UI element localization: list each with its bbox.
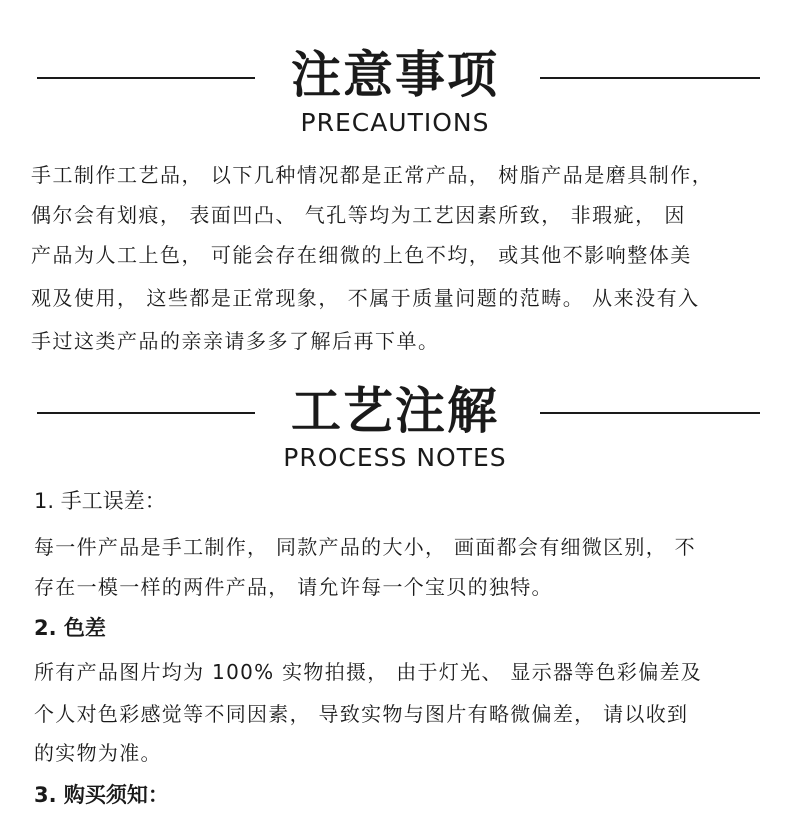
section-title: 注意事项 — [291, 46, 499, 104]
section-subtitle: PRECAUTIONS — [300, 108, 490, 137]
note-body-line: 存在一模一样的两件产品， 请允许每一个宝贝的独特。 — [34, 575, 553, 599]
paragraph-line: 偶尔会有划痕， 表面凹凸、 气孔等均为工艺因素所致， 非瑕疵， 因 — [31, 203, 686, 227]
note-body-line: 所有产品图片均为 100% 实物拍摄， 由于灯光、 显示器等色彩偏差及 — [34, 660, 703, 684]
note-heading: 1. 手工误差： — [34, 489, 166, 513]
note-body-line: 个人对色彩感觉等不同因素， 导致实物与图片有略微偏差， 请以收到 — [34, 702, 689, 726]
paragraph-line: 手过这类产品的亲亲请多多了解后再下单。 — [31, 329, 440, 353]
section-title: 工艺注解 — [291, 382, 499, 440]
note-body-line: 每一件产品是手工制作， 同款产品的大小， 画面都会有细微区别， 不 — [34, 535, 696, 559]
note-heading: 2. 色差 — [34, 616, 106, 640]
paragraph-line: 手工制作工艺品， 以下几种情况都是正常产品， 树脂产品是磨具制作， — [31, 163, 714, 187]
note-body-line: 的实物为准。 — [34, 741, 162, 765]
section-subtitle: PROCESS NOTES — [283, 443, 507, 472]
note-heading: 3. 购买须知： — [34, 783, 169, 807]
paragraph-line: 产品为人工上色， 可能会存在细微的上色不均， 或其他不影响整体美 — [31, 243, 692, 267]
paragraph-line: 观及使用， 这些都是正常现象， 不属于质量问题的范畴。 从来没有入 — [31, 286, 700, 310]
